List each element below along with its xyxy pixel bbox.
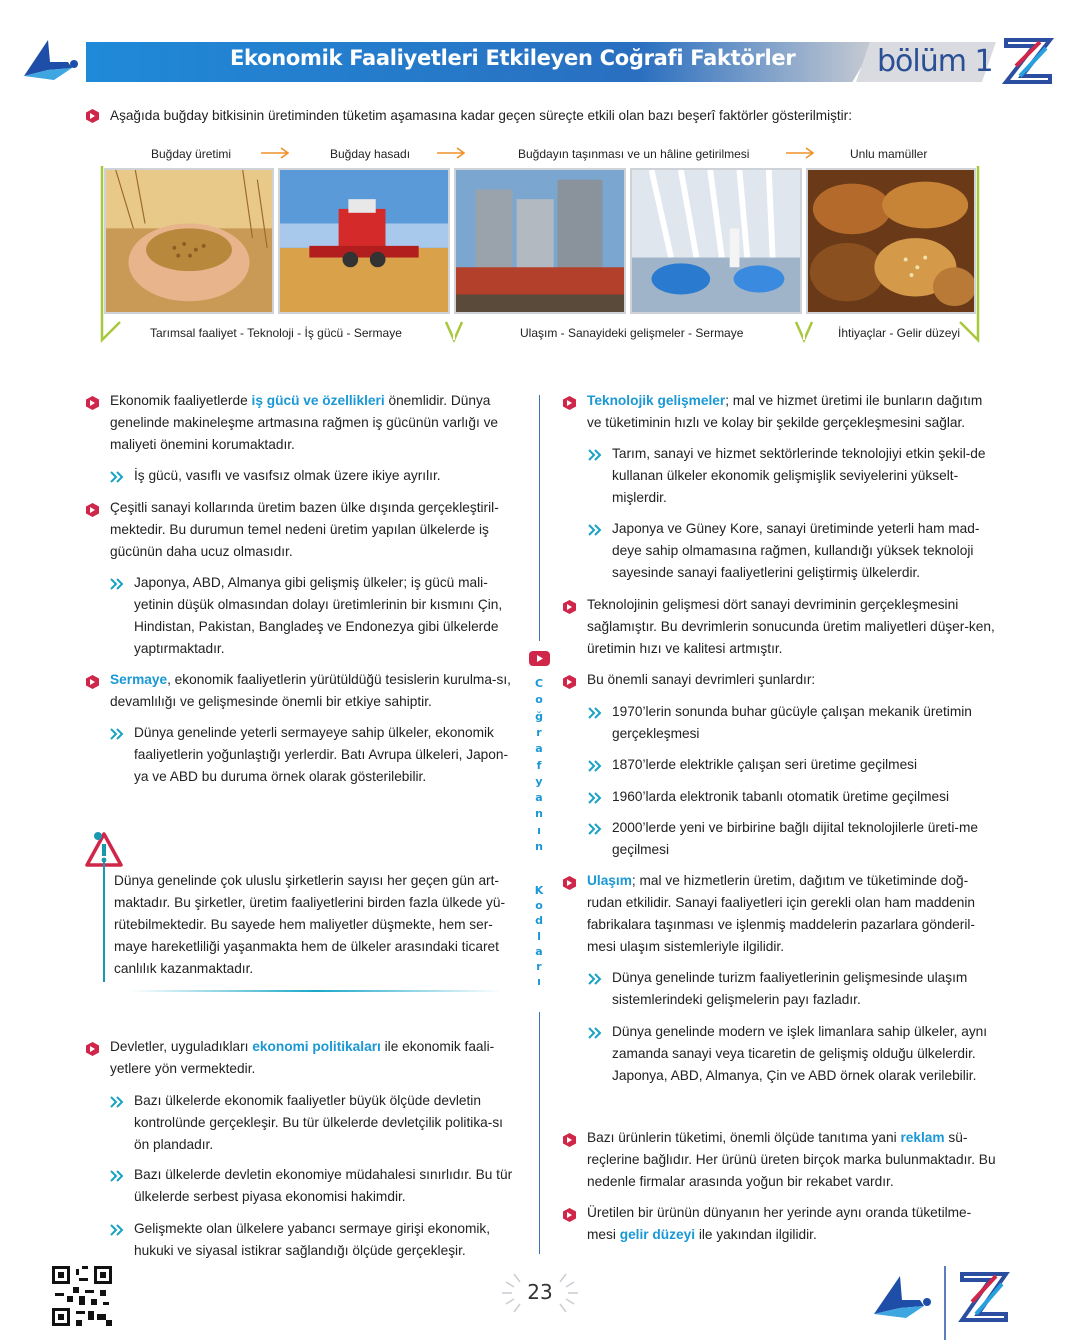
vertical-letter: ğ [535,709,543,723]
vertical-letter: a [535,944,543,958]
warning-side-line [103,858,105,982]
vertical-letter: y [535,774,543,788]
footer-divider [944,1266,946,1340]
revolution-item: 1970’lerin sonunda buhar gücüyle çalışan mekanik üretimin gerçekleşmesi [612,704,972,741]
publisher-logo-icon [20,36,80,84]
factor-label: Ulaşım - Sanayideki gelişmeler - Sermaye [520,326,744,340]
chevron-right-icon [110,578,124,590]
chevron-right-icon [588,449,602,461]
transport-paragraph: Ulaşım; mal ve hizmetlerin üretim, dağıtım ve tüketiminde doğ-rudan etkilidir. Sanayi faaliyetleri için gerekli olan ham maddenin fabrikalara taşınması ve işlenmiş maddelerin pazarlara gönderil-mesi ulaşım sistemleriyle ilgilidir. [587,873,976,954]
transport-sub: Dünya genelinde modern ve işlek limanlara sahip ülkeler, aynı zamanda sanayi veya ticaretin de gelişmiş olduğu ülkelerdir. Japonya, ABD, Almanya, Çin ve ABD örnek olarak verilebilir. [612,1024,988,1083]
vertical-letter: a [535,791,543,805]
vertical-letter: n [535,807,543,821]
stage-label: Buğdayın taşınması ve un hâline getirilmesi [518,147,750,161]
advertising-paragraph: Bazı ürünlerin tüketimi, önemli ölçüde tanıtıma yani reklam sü-reçlerine bağlıdır. Her ürünü üreten birçok marka bulunmaktadır. Bu nedenle firmalar arasında yoğun bir rekabet vardır. [587,1130,996,1189]
arrow-right-icon [261,147,293,159]
bullet-icon [563,396,576,410]
bullet-icon [86,675,99,689]
revolution-paragraph: Teknolojinin gelişmesi dört sanayi devriminin gerçekleşmesini sağlamıştır. Bu devrimlerin sonucunda üretim maliyetleri düşer-ken, üretimin hızı ve kalitesi artmıştır. [587,597,995,656]
z-logo-icon [956,1270,1012,1322]
income-paragraph: Üretilen bir ürünün dünyanın her yerinde aynı oranda tüketilme-mesi gelir düzeyi ile yakından ilgilidir. [587,1205,972,1242]
capital-paragraph: Sermaye, ekonomik faaliyetlerin yürütüldüğü tesislerin kurulma-sı, devamlılığı ve gelişmesinde önemli bir etkiye sahiptir. [110,672,511,709]
arrow-right-icon [437,147,469,159]
warning-text: Dünya genelinde çok uluslu şirketlerin sayısı her geçen gün art-maktadır. Bu şirketler, üretim faaliyetlerini birden fazla ülkede yü-rütebilmektedir. Bu sayede hem maliyetler düşmekte, hem ser-maye hareketliliği yaşanmakta hem de ülkeler arasındaki ticaret canlılık kazanmaktadır. [114,873,506,976]
chevron-right-icon [588,760,602,772]
policy-sub: Gelişmekte olan ülkelere yabancı sermaye girişi ekonomik, hukuki ve siyasal istikrar sağlandığı ölçüde gerçekleşir. [134,1221,491,1258]
chevron-right-icon [110,1170,124,1182]
revolution-list-intro: Bu önemli sanayi devrimleri şunlardır: [587,672,816,687]
publisher-logo-icon [870,1272,934,1322]
offshoring-sub: Japonya, ABD, Almanya gibi gelişmiş ülkeler; iş gücü mali-yetinin düşük olmasından dolayı üretimlerinin bir kısmını Çin, Hindistan, Pakistan, Bangladeş ve Endonezya gibi ülkelerde yaptırmaktadır. [134,575,503,656]
bullet-icon [563,1208,576,1222]
vertical-letter: o [535,899,543,913]
labor-paragraph: Ekonomik faaliyetlerde iş gücü ve özellikleri önemlidir. Dünya genelinde makineleşme artmasına rağmen iş gücünün varlığı ve maliyeti önemini korumaktadır. [110,393,499,452]
vertical-letter: K [534,884,544,897]
stage-label: Unlu mamüller [850,147,928,161]
warning-divider [130,990,502,992]
bullet-icon [86,503,99,517]
vertical-letter: n [535,840,543,853]
bullet-icon [86,396,99,410]
technology-sub: Japonya ve Güney Kore, sanayi üretiminde yeterli ham mad-deye sahip olmamasına rağmen, kullandığı yüksek teknoloji sayesinde sanayi faaliyetlerini geliştirmiş ülkelerdir. [612,521,980,580]
bullet-icon [563,1133,576,1147]
section-label: bölüm 1 [877,44,993,79]
vertical-letter: C [534,677,544,690]
factor-label: Tarımsal faaliyet - Teknoloji - İş gücü - Sermaye [150,326,402,340]
policy-paragraph: Devletler, uyguladıkları ekonomi politikaları ile ekonomik faali-yetlere yön vermektedir. [110,1039,495,1076]
chevron-right-icon [110,471,124,483]
flour-mill-photo [630,168,802,314]
vertical-letter: l [537,929,541,943]
transport-sub: Dünya genelinde turizm faaliyetlerinin gelişmesinde ulaşım sistemlerindeki gelişmelerin payı fazladır. [612,970,968,1007]
bread-photo [806,168,976,314]
bullet-icon [563,876,576,890]
video-play-icon[interactable] [529,651,550,666]
chevron-right-icon [110,1096,124,1108]
technology-sub: Tarım, sanayi ve hizmet sektörlerinde teknolojiyi etkin şekil-de kullanan ülkeler ekonomik gelişmişlik seviyelerini yükselt-mişlerdir. [612,446,986,505]
chevron-right-icon [588,707,602,719]
vertical-letter: a [535,742,543,756]
vertical-letter: f [536,758,542,772]
z-logo-icon [1000,36,1056,84]
revolution-item: 1960’larda elektronik tabanlı otomatik üretime geçilmesi [612,789,950,804]
stage-label: Buğday üretimi [151,147,232,161]
chevron-right-icon [588,823,602,835]
bullet-icon [563,600,576,614]
wheat-hands-photo [104,168,274,314]
vertical-letter: d [535,914,543,928]
offshoring-paragraph: Çeşitli sanayi kollarında üretim bazen ülke dışında gerçekleştiril-mektedir. Bu durumun temel nedeni üretim yapılan ülkelerde iş gücünün daha ucuz olmasıdır. [110,500,499,559]
arrow-right-icon [786,147,818,159]
stage-label: Buğday hasadı [330,147,411,161]
page-title: Ekonomik Faaliyetleri Etkileyen Coğrafi Faktörler [230,46,796,70]
bullet-icon [86,1042,99,1056]
capital-sub: Dünya genelinde yeterli sermayeye sahip ülkeler, ekonomik faaliyetlerin yoğunlaştığı yerlerdir. Batı Avrupa ülkeleri, Japon-ya ve ABD bu duruma örnek olarak gösterilebilir. [134,725,509,784]
chevron-right-icon [110,1224,124,1236]
revolution-item: 2000’lerde yeni ve birbirine bağlı dijital teknolojilerle üreti-me geçilmesi [612,820,978,857]
chevron-right-icon [588,973,602,985]
bullet-icon [86,109,99,123]
vertical-letter: r [536,725,542,739]
technology-paragraph: Teknolojik gelişmeler; mal ve hizmet üretimi ile bunların dağıtım ve tüketiminin hızlı ve kolay bir şekilde gerçekleşmesini sağlar. [587,393,983,430]
revolution-item: 1870’lerde elektrikle çalışan seri üretime geçilmesi [612,757,918,772]
policy-sub: Bazı ülkelerde devletin ekonomiye müdahalesi sınırlıdır. Bu tür ülkelerde serbest piyasa ekonomisi hakimdir. [134,1167,513,1204]
qr-code[interactable] [52,1266,112,1326]
vertical-letter: r [536,960,542,973]
chevron-right-icon [588,792,602,804]
column-divider [539,1012,540,1254]
chevron-right-icon [588,524,602,536]
bullet-icon [563,675,576,689]
page-number: 23 [527,1280,553,1304]
column-divider [539,395,540,641]
vertical-letter: o [535,693,543,707]
vertical-letter: ı [537,823,541,837]
chevron-right-icon [588,1027,602,1039]
labor-sub: İş gücü, vasıflı ve vasıfsız olmak üzere ikiye ayrılır. [134,468,441,483]
harvester-photo [278,168,450,314]
intro-text: Aşağıda buğday bitkisinin üretiminden tüketim aşamasına kadar geçen süreçte etkili olan bazı beşerî faktörler gösterilmiştir: [110,108,852,123]
policy-sub: Bazı ülkelerde ekonomik faaliyetler büyük ölçüde devletin kontrolünde gerçekleşir. Bu tür ülkelerde devletçilik politika-sı ön plandadır. [134,1093,503,1152]
factor-label: İhtiyaçlar - Gelir düzeyi [838,326,961,340]
vertical-letter: ı [537,975,541,989]
silo-train-photo [454,168,626,314]
chevron-right-icon [110,728,124,740]
